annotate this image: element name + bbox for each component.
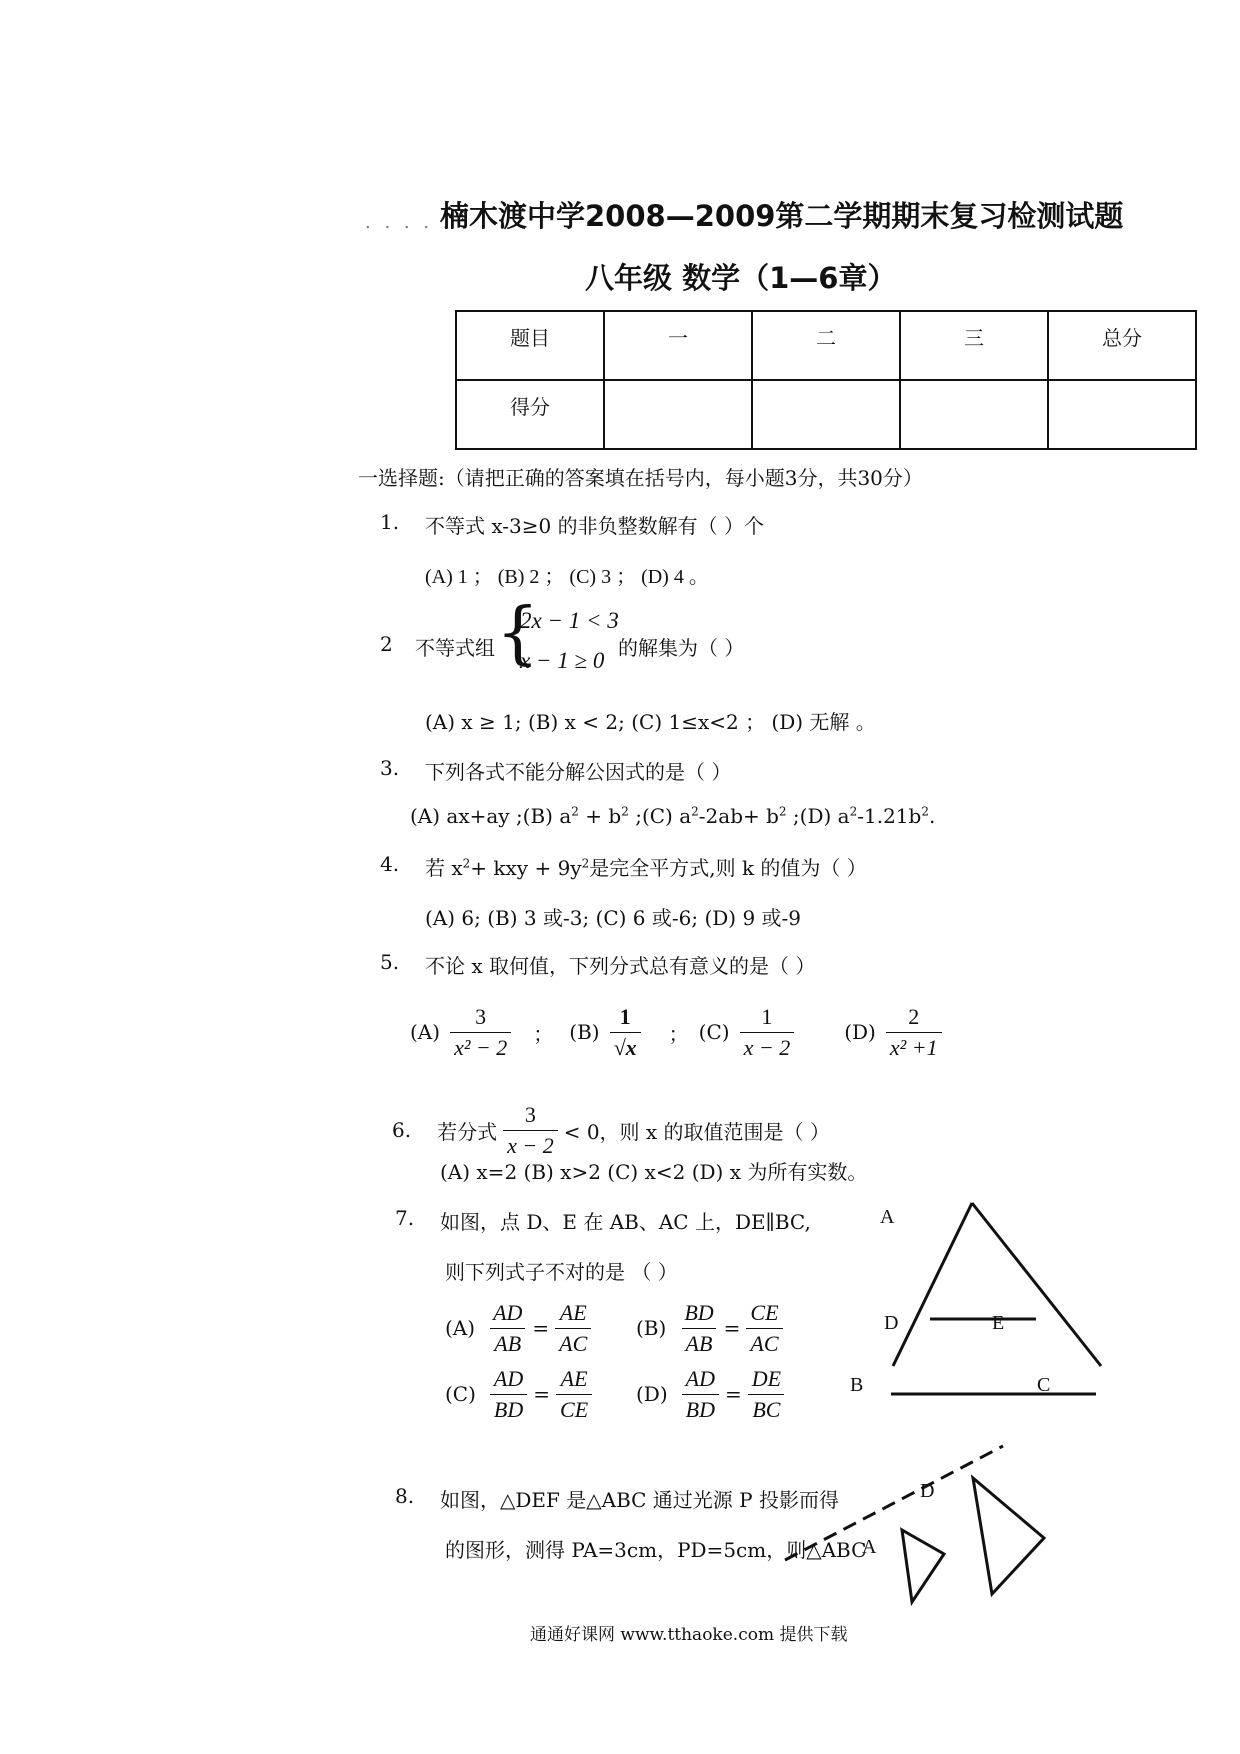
q3-sup: 2	[691, 804, 699, 819]
q3-opt-text: -2ab+ b	[698, 804, 779, 828]
frac-den: x² +1	[886, 1032, 942, 1063]
q5-sep: ；	[533, 1021, 554, 1046]
frac-den: AB	[682, 1328, 717, 1359]
frac-den: √x	[610, 1032, 641, 1063]
frac-num: 3	[475, 1004, 487, 1029]
q7-eq: =	[724, 1382, 742, 1407]
header-dots: . . . . .	[365, 212, 453, 233]
q5-sep: ；	[668, 1021, 689, 1046]
q8-fig-label-d: D	[920, 1480, 935, 1502]
frac-den: x − 2	[740, 1032, 795, 1063]
q2-suffix: 的解集为（ ）	[618, 636, 745, 660]
q5-label-b: (B)	[569, 1020, 600, 1045]
q2-prefix: 不等式组	[415, 636, 495, 660]
q4-options: (A) 6; (B) 3 或-3; (C) 6 或-6; (D) 9 或-9	[425, 906, 802, 930]
frac-den: BD	[490, 1394, 527, 1425]
score-cell: 总分	[1048, 311, 1196, 380]
q7-eq: =	[533, 1382, 551, 1407]
frac-num: AD	[493, 1300, 523, 1325]
q7-fig-label-d: D	[884, 1312, 899, 1334]
q7-text1: 如图，点 D、E 在 AB、AC 上，DE∥BC,	[440, 1210, 811, 1234]
frac-den: x² − 2	[450, 1032, 511, 1063]
q4-sup: 2	[581, 856, 590, 871]
q6-prefix: 若分式	[437, 1119, 498, 1144]
q7-fig-label-e: E	[992, 1312, 1005, 1334]
frac-num: CE	[750, 1300, 779, 1325]
footer-text: 通通好课网 www.tthaoke.com 提供下载	[530, 1625, 848, 1645]
frac-num: 2	[908, 1004, 920, 1029]
q3-opt-text: ;(C) a	[628, 804, 692, 828]
q5-number: 5.	[380, 950, 400, 974]
q3-sup: 2	[921, 804, 929, 819]
q7-fig-label-a: A	[880, 1206, 895, 1228]
frac-den: BC	[748, 1394, 784, 1425]
q8-number: 8.	[395, 1484, 415, 1508]
q3-opt-text: .	[928, 804, 936, 828]
score-cell: 题目	[456, 311, 604, 380]
frac-num: BD	[684, 1300, 714, 1325]
q8-triangle-def	[973, 1478, 1044, 1594]
q7-eq: =	[723, 1316, 741, 1341]
q4-sup: 2	[462, 856, 471, 871]
q3-text: 下列各式不能分解公因式的是（ ）	[425, 760, 732, 784]
q3-opt-text: ;(D) a	[786, 804, 850, 828]
q5-text: 不论 x 取何值，下列分式总有意义的是（ ）	[425, 954, 816, 978]
q3-sup: 2	[778, 804, 787, 819]
q3-sup: 2	[849, 804, 858, 819]
q7-label: (C)	[445, 1382, 476, 1407]
q6-options: (A) x=2 (B) x>2 (C) x<2 (D) x 为所有实数。	[440, 1160, 868, 1184]
frac-den: AB	[490, 1328, 525, 1359]
q7-number: 7.	[395, 1206, 415, 1230]
frac-den: AC	[746, 1328, 782, 1359]
q7-text2: 则下列式子不对的是 （ ）	[445, 1260, 678, 1284]
score-cell: 一	[604, 311, 752, 380]
q8-fig-label-a: A	[862, 1536, 877, 1558]
frac-den: CE	[556, 1394, 592, 1425]
q3-opt-text: (A) ax+ay ;(B) a	[410, 804, 572, 828]
q7-fig-label-c: C	[1037, 1374, 1051, 1396]
q4-text-part: 是完全平方式,则 k 的值为（ ）	[589, 856, 867, 880]
q7-label: (D)	[636, 1382, 668, 1407]
frac-num: AE	[559, 1300, 587, 1325]
q8-text1: 如图，△DEF 是△ABC 通过光源 P 投影而得	[440, 1488, 839, 1512]
q5-label-d: (D)	[844, 1020, 876, 1045]
frac-num: AE	[560, 1366, 588, 1391]
frac-num: AD	[493, 1366, 524, 1391]
q2-options: (A) x ≥ 1; (B) x < 2; (C) 1≤x<2 ； (D) 无解 。	[425, 710, 876, 734]
section-heading: 一选择题:（请把正确的答案填在括号内，每小题3分，共30分）	[358, 466, 923, 490]
q4-number: 4.	[380, 852, 400, 876]
q2-number: 2	[380, 632, 393, 656]
q7-eq: =	[532, 1316, 550, 1341]
q8-projection-figure	[785, 1446, 1044, 1602]
q8-triangle-abc	[902, 1530, 944, 1602]
frac-num: 1	[619, 1004, 631, 1029]
frac-den: AC	[555, 1328, 591, 1359]
q5-label-c: (C)	[698, 1020, 730, 1045]
frac-den: x − 2	[503, 1130, 558, 1161]
frac-num: 1	[761, 1004, 773, 1029]
q1-number: 1.	[380, 510, 400, 534]
q7-triangle-figure	[891, 1203, 1101, 1394]
exam-title: 楠木渡中学2008—2009第二学期期末复习检测试题	[440, 199, 1124, 233]
q3-opt-text: + b	[578, 804, 622, 828]
q3-opt-text: -1.21b	[857, 804, 922, 828]
q2-brace: {	[496, 594, 540, 673]
q6-suffix: < 0，则 x 的取值范围是（ ）	[563, 1119, 830, 1144]
q3-number: 3.	[380, 756, 400, 780]
q8-light-ray	[785, 1446, 1003, 1560]
q4-text-part: + kxy + 9y	[470, 856, 582, 880]
q3-sup: 2	[621, 804, 629, 819]
q7-side-ac	[972, 1203, 1101, 1366]
score-cell: 三	[900, 311, 1048, 380]
q8-text2: 的图形，测得 PA=3cm，PD=5cm，则△ABC	[445, 1538, 867, 1562]
frac-num: AD	[685, 1366, 715, 1391]
q7-label: (A)	[445, 1316, 476, 1341]
q5-label-a: (A)	[410, 1020, 441, 1045]
q2-line2: x − 1 ≥ 0	[520, 648, 605, 673]
q1-text: 不等式 x-3≥0 的非负整数解有（ ）个	[425, 514, 764, 538]
q7-side-ab	[893, 1203, 972, 1366]
exam-subtitle: 八年级 数学（1—6章）	[585, 261, 897, 295]
q4-text-part: 若 x	[425, 856, 463, 880]
q7-label: (B)	[636, 1316, 667, 1341]
q2-line1: 2x − 1 < 3	[520, 608, 619, 633]
frac-num: 3	[524, 1102, 536, 1127]
score-cell: 得分	[456, 380, 604, 449]
q6-number: 6.	[392, 1118, 412, 1143]
frac-den: BD	[682, 1394, 719, 1425]
q7-fig-label-b: B	[850, 1374, 864, 1396]
score-cell: 二	[752, 311, 900, 380]
q1-options: (A) 1 ； (B) 2 ； (C) 3 ； (D) 4 。	[425, 566, 709, 588]
q3-sup: 2	[571, 804, 579, 819]
frac-num: DE	[751, 1366, 782, 1391]
